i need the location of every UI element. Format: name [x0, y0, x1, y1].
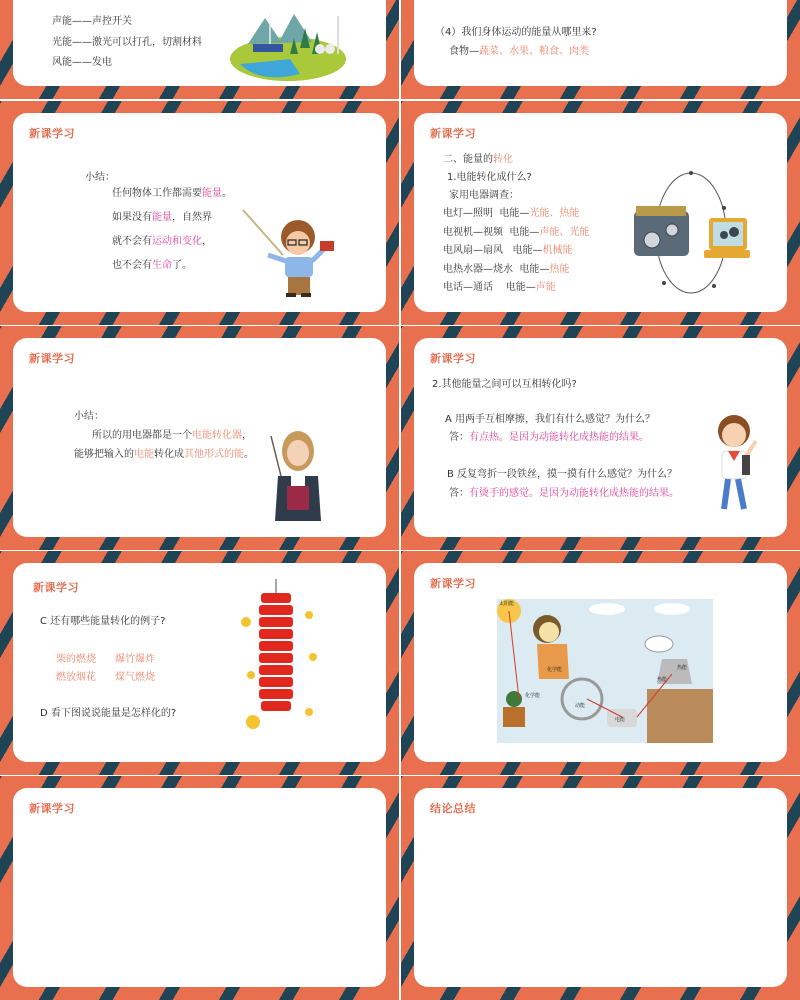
- firecrackers-icon: [231, 577, 321, 752]
- summary-line: 所以的用电器都是一个电能转化器，: [92, 430, 252, 441]
- slide-card: [414, 788, 787, 987]
- answer-line: [449, 47, 589, 57]
- example-item: 煤气燃烧: [115, 672, 155, 683]
- energy-conversion-picture-icon: [497, 599, 713, 743]
- svg-text:化学能: 化学能: [525, 693, 541, 699]
- summary-line: 也不会有生命了。: [112, 260, 192, 271]
- example-item: 燃放烟花: [56, 672, 96, 683]
- slide-card: [414, 338, 787, 537]
- slide-card: [414, 563, 787, 762]
- slide-heading: 新课学习: [430, 127, 476, 140]
- female-teacher-icon: [263, 426, 333, 521]
- slide-thumbnail[interactable]: [401, 326, 800, 550]
- svg-text:热能: 热能: [657, 677, 668, 683]
- question-c: C 还有哪些能量转化的例子?: [40, 616, 166, 627]
- svg-text:电能: 电能: [615, 717, 626, 723]
- slide-card: [13, 0, 386, 86]
- slide-thumbnail[interactable]: [401, 0, 800, 99]
- example-item: 柴的燃烧: [56, 654, 96, 665]
- text-line: 光能——激光可以打孔，切割材料: [52, 37, 202, 48]
- example-item: 爆竹爆炸: [115, 654, 155, 665]
- appliance-row: 电灯—照明 电能—光能、热能: [443, 208, 580, 219]
- schoolboy-icon: [706, 411, 766, 516]
- answer-b: 答：有烫手的感觉。是因为动能转化成热能的结果。: [449, 488, 679, 499]
- appliance-row: 电风扇—扇风 电能—机械能: [443, 245, 573, 256]
- slide-card: [13, 563, 386, 762]
- question-text: 2.其他能量之间可以互相转化吗?: [432, 379, 577, 390]
- summary-label: 小结：: [85, 172, 115, 183]
- slide-thumbnail[interactable]: [0, 551, 399, 775]
- slide-card: [414, 113, 787, 312]
- slide-heading: 新课学习: [33, 581, 79, 594]
- summary-line: 就不会有运动和变化，: [112, 236, 212, 247]
- svg-text:太阳能: 太阳能: [499, 601, 515, 607]
- slide-heading: 结论总结: [430, 802, 476, 815]
- subtitle: 1.电能转化成什么?: [447, 172, 532, 183]
- slide-card: [13, 788, 386, 987]
- teacher-with-pointer-icon: [238, 205, 348, 300]
- slide-heading: 新课学习: [29, 127, 75, 140]
- slide-heading: 新课学习: [430, 352, 476, 365]
- slide-card: [414, 0, 787, 86]
- answer-prefix: 食物—: [449, 46, 479, 57]
- slide-card: [13, 113, 386, 312]
- appliance-row: 电视机—视频 电能—声能、光能: [443, 227, 590, 238]
- summary-label: 小结：: [74, 411, 104, 422]
- svg-text:化学能: 化学能: [547, 667, 563, 673]
- slide-thumbnail[interactable]: [401, 101, 800, 325]
- summary-line: 能够把输入的电能转化成其他形式的能。: [74, 449, 254, 460]
- slide-thumbnail[interactable]: [0, 776, 399, 1000]
- svg-text:热能: 热能: [677, 665, 688, 671]
- question-d: D 看下图说说能量是怎样化的?: [40, 708, 177, 719]
- question-text: （4）我们身体运动的能量从哪里来?: [435, 27, 597, 38]
- answer-a: 答：有点热。是因为动能转化成热能的结果。: [449, 432, 649, 443]
- slide-heading: 新课学习: [29, 802, 75, 815]
- slide-card: [13, 338, 386, 537]
- appliance-row: 电话—通话 电能—声能: [443, 282, 556, 293]
- svg-text:动能: 动能: [575, 703, 586, 709]
- slide-thumbnail[interactable]: [0, 326, 399, 550]
- text-line: 风能——发电: [52, 57, 112, 68]
- appliance-row: 电热水器—烧水 电能—热能: [443, 264, 570, 275]
- engine-laptop-cycle-icon: [624, 168, 759, 298]
- slide-thumbnail[interactable]: [0, 0, 399, 99]
- summary-line: 如果没有能量，自然界: [112, 212, 212, 223]
- question-b: B 反复弯折一段铁丝，摸一摸有什么感觉？为什么？: [447, 469, 678, 480]
- slide-thumbnail[interactable]: [401, 776, 800, 1000]
- text-line: 声能——声控开关: [52, 16, 132, 27]
- slide-thumbnail[interactable]: [401, 551, 800, 775]
- section-title: 二、能量的转化: [443, 154, 513, 165]
- survey-label: 家用电器调查：: [449, 190, 519, 201]
- slide-heading: 新课学习: [430, 577, 476, 590]
- summary-line: 任何物体工作都需要能量。: [112, 188, 232, 199]
- renewable-energy-landscape-icon: [220, 4, 355, 86]
- slide-heading: 新课学习: [29, 352, 75, 365]
- question-a: A 用两手互相摩擦，我们有什么感觉？为什么？: [445, 414, 656, 425]
- slide-thumbnail[interactable]: [0, 101, 399, 325]
- answer-highlight: 蔬菜、水果、粮食、肉类: [479, 46, 589, 57]
